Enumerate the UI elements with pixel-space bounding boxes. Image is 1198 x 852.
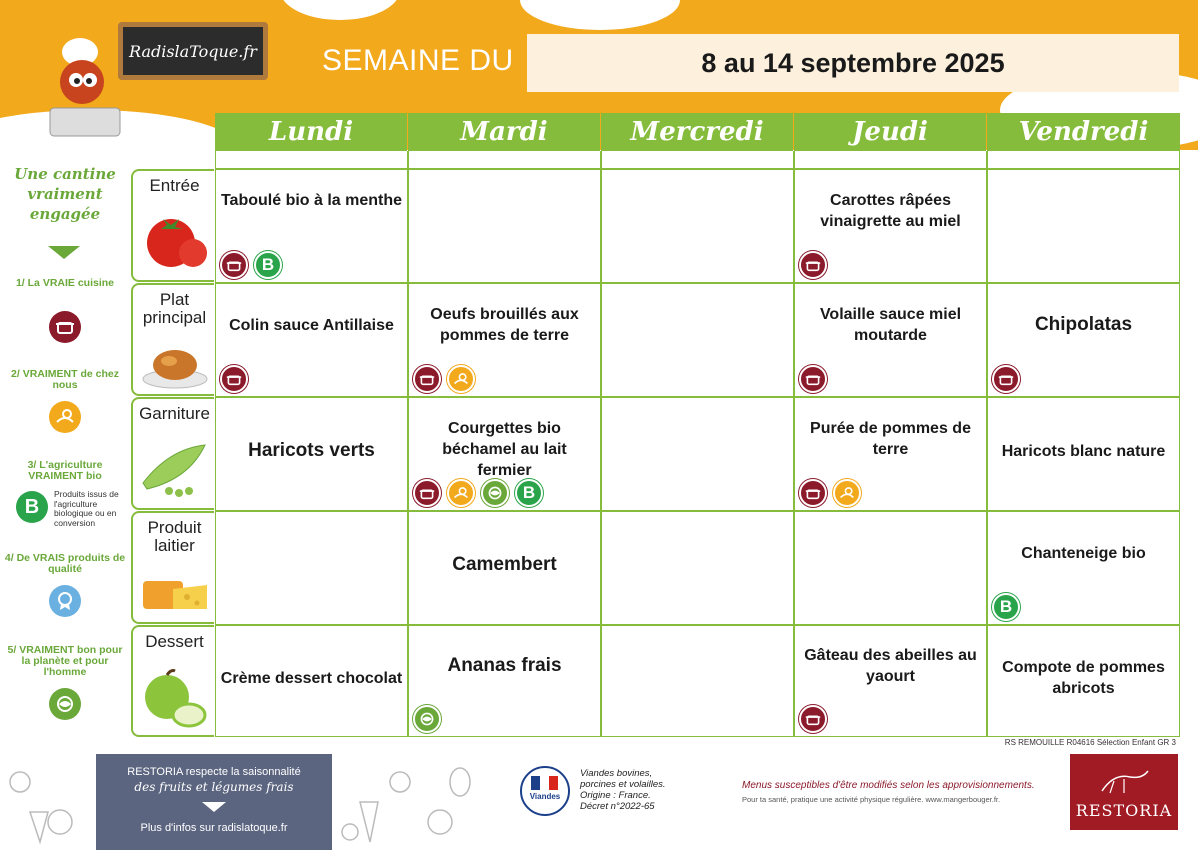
seasonality-line2: des fruits et légumes frais bbox=[134, 780, 294, 794]
apple-icon bbox=[141, 667, 211, 729]
dish-name: Chipolatas bbox=[1034, 314, 1133, 335]
badge-group bbox=[413, 479, 543, 507]
cooking-pot-icon bbox=[413, 365, 441, 393]
sidebar-item-bio: 3/ L'agriculture VRAIMENT bio bbox=[27, 459, 103, 482]
badge-group bbox=[220, 365, 248, 393]
dish-name: Camembert bbox=[452, 554, 557, 575]
category-produit-laitier bbox=[131, 511, 214, 624]
dish-name: Courgettes bio béchamel au lait fermier bbox=[442, 420, 567, 479]
menu-cell bbox=[408, 625, 601, 737]
planet-icon bbox=[481, 479, 509, 507]
badge-group bbox=[992, 593, 1020, 621]
category-label: Plat principal bbox=[142, 290, 207, 327]
planet-icon bbox=[413, 705, 441, 733]
menu-cell bbox=[794, 511, 987, 625]
day-header-mercredi: Mercredi bbox=[601, 113, 793, 151]
menu-cell bbox=[215, 397, 408, 511]
category-entree bbox=[131, 169, 214, 282]
horse-icon bbox=[1094, 767, 1154, 797]
badge-group bbox=[799, 251, 827, 279]
badge-group bbox=[799, 479, 861, 507]
dish-name: Taboulé bio à la menthe bbox=[220, 192, 403, 209]
seasonality-link[interactable]: Plus d'infos sur radislatoque.fr bbox=[140, 822, 288, 834]
viandes-origin-text bbox=[580, 768, 666, 812]
day-subheader bbox=[408, 151, 601, 169]
cooking-pot-icon bbox=[799, 251, 827, 279]
dish-name: Haricots blanc nature bbox=[1001, 443, 1166, 460]
bio-b-icon: B bbox=[992, 593, 1020, 621]
category-garniture bbox=[131, 397, 214, 510]
dish-name: Ananas frais bbox=[447, 655, 562, 676]
bio-note: Produits issus de l'agriculture biologique ou en conversion bbox=[54, 489, 119, 528]
sidebar-item-planete: 5/ VRAIMENT bon pour la planète et pour l'homme bbox=[7, 644, 123, 678]
sidebar-item-qualite: 4/ De VRAIS produits de qualité bbox=[4, 552, 126, 575]
down-arrow-icon bbox=[48, 246, 80, 259]
viandes-line: Viandes bovines, bbox=[580, 768, 653, 779]
dish-name: Haricots verts bbox=[248, 440, 375, 461]
menu-cell bbox=[408, 283, 601, 397]
category-dessert bbox=[131, 625, 214, 737]
dish-name: Volaille sauce miel moutarde bbox=[819, 306, 962, 344]
brand-text: RESTORIA bbox=[1075, 801, 1173, 820]
bio-b-icon: B bbox=[254, 251, 282, 279]
day-subheader bbox=[987, 151, 1180, 169]
seasonality-line1: RESTORIA respecte la saisonnalité bbox=[127, 766, 301, 778]
day-header-jeudi: Jeudi bbox=[794, 113, 986, 151]
menu-cell bbox=[794, 283, 987, 397]
cooking-pot-icon bbox=[220, 365, 248, 393]
menu-cell bbox=[601, 511, 794, 625]
menu-cell bbox=[987, 511, 1180, 625]
menu-cell bbox=[987, 625, 1180, 737]
cooking-pot-icon bbox=[992, 365, 1020, 393]
badge-group bbox=[799, 705, 827, 733]
menu-cell bbox=[987, 169, 1180, 283]
day-header-vendredi: Vendredi bbox=[987, 113, 1180, 151]
cooking-pot-icon bbox=[220, 251, 248, 279]
menu-cell bbox=[601, 169, 794, 283]
down-arrow-icon bbox=[202, 802, 226, 812]
roast-chicken-icon bbox=[141, 341, 209, 389]
dish-name: Colin sauce Antillaise bbox=[229, 317, 394, 334]
menu-cell bbox=[601, 283, 794, 397]
viandes-line: porcines et volailles. bbox=[580, 779, 666, 790]
category-label: Entrée bbox=[149, 176, 200, 195]
day-subheader bbox=[601, 151, 794, 169]
dish-name: Oeufs brouillés aux pommes de terre bbox=[430, 306, 579, 344]
week-label: SEMAINE DU bbox=[322, 44, 514, 77]
local-farm-icon bbox=[49, 401, 81, 433]
local-farm-icon bbox=[447, 479, 475, 507]
peas-icon bbox=[139, 439, 211, 499]
badge-group bbox=[413, 365, 475, 393]
cooking-pot-icon bbox=[413, 479, 441, 507]
badge-group bbox=[220, 251, 282, 279]
category-label: Produit laitier bbox=[147, 518, 202, 555]
cooking-pot-icon bbox=[799, 705, 827, 733]
cooking-pot-icon bbox=[799, 365, 827, 393]
badge-group bbox=[992, 365, 1020, 393]
tomato-icon bbox=[143, 209, 209, 271]
cooking-pot-icon bbox=[49, 311, 81, 343]
planet-icon bbox=[49, 688, 81, 720]
menu-cell bbox=[794, 625, 987, 737]
cooking-pot-icon bbox=[799, 479, 827, 507]
menu-cell bbox=[794, 397, 987, 511]
restoria-logo bbox=[1070, 754, 1178, 830]
day-header-lundi: Lundi bbox=[215, 113, 407, 151]
chef-mascot-icon bbox=[30, 30, 130, 140]
badge-group bbox=[413, 705, 441, 733]
menu-cell bbox=[408, 511, 601, 625]
menu-cell bbox=[601, 397, 794, 511]
menu-cell bbox=[215, 625, 408, 737]
quality-medal-icon bbox=[49, 585, 81, 617]
cheese-icon bbox=[139, 575, 211, 615]
dish-name: Chanteneige bio bbox=[1021, 545, 1146, 562]
seasonality-banner[interactable] bbox=[96, 754, 332, 850]
dish-name: Gâteau des abeilles au yaourt bbox=[804, 647, 977, 685]
category-label: Dessert bbox=[145, 632, 204, 651]
day-subheader bbox=[215, 151, 408, 169]
dish-name: Purée de pommes de terre bbox=[810, 420, 971, 458]
bio-b-icon: B bbox=[16, 491, 48, 523]
menu-cell bbox=[215, 511, 408, 625]
viandes-line: Décret n°2022-65 bbox=[580, 801, 655, 812]
viandes-line: Origine : France. bbox=[580, 790, 651, 801]
viandes-francaises-logo bbox=[520, 766, 570, 816]
menu-cell bbox=[794, 169, 987, 283]
logo-text: RadislaToque.fr bbox=[129, 41, 257, 61]
day-subheader bbox=[794, 151, 987, 169]
sidebar-title: Une cantine vraiment engagée bbox=[14, 165, 116, 223]
menu-change-notice: Menus susceptibles d'être modifiés selon les approvisionnements. bbox=[742, 780, 1035, 791]
badge-group bbox=[799, 365, 827, 393]
reference-code: RS REMOUILLE R04616 Sélection Enfant GR 3 bbox=[1004, 738, 1176, 747]
local-farm-icon bbox=[833, 479, 861, 507]
menu-cell bbox=[215, 169, 408, 283]
menu-cell bbox=[987, 283, 1180, 397]
dish-name: Carottes râpées vinaigrette au miel bbox=[820, 192, 961, 230]
svg-text:Viandes: Viandes bbox=[529, 792, 561, 801]
site-logo[interactable] bbox=[118, 22, 268, 80]
menu-cell bbox=[408, 169, 601, 283]
category-plat-principal bbox=[131, 283, 214, 396]
dish-name: Compote de pommes abricots bbox=[1002, 659, 1165, 697]
menu-cell bbox=[987, 397, 1180, 511]
day-header-mardi: Mardi bbox=[408, 113, 600, 151]
category-label: Garniture bbox=[139, 404, 210, 423]
bio-b-icon: B bbox=[515, 479, 543, 507]
local-farm-icon bbox=[447, 365, 475, 393]
menu-cell bbox=[601, 625, 794, 737]
health-notice: Pour ta santé, pratique une activité physique régulière. www.mangerbouger.fr. bbox=[742, 795, 1001, 804]
menu-cell bbox=[408, 397, 601, 511]
sidebar-item-local: 2/ VRAIMENT de chez nous bbox=[11, 368, 119, 391]
menu-cell bbox=[215, 283, 408, 397]
week-dates-box bbox=[527, 34, 1179, 92]
dish-name: Crème dessert chocolat bbox=[220, 670, 403, 687]
week-dates: 8 au 14 septembre 2025 bbox=[701, 47, 1005, 78]
sidebar-item-cuisine: 1/ La VRAIE cuisine bbox=[15, 277, 115, 289]
